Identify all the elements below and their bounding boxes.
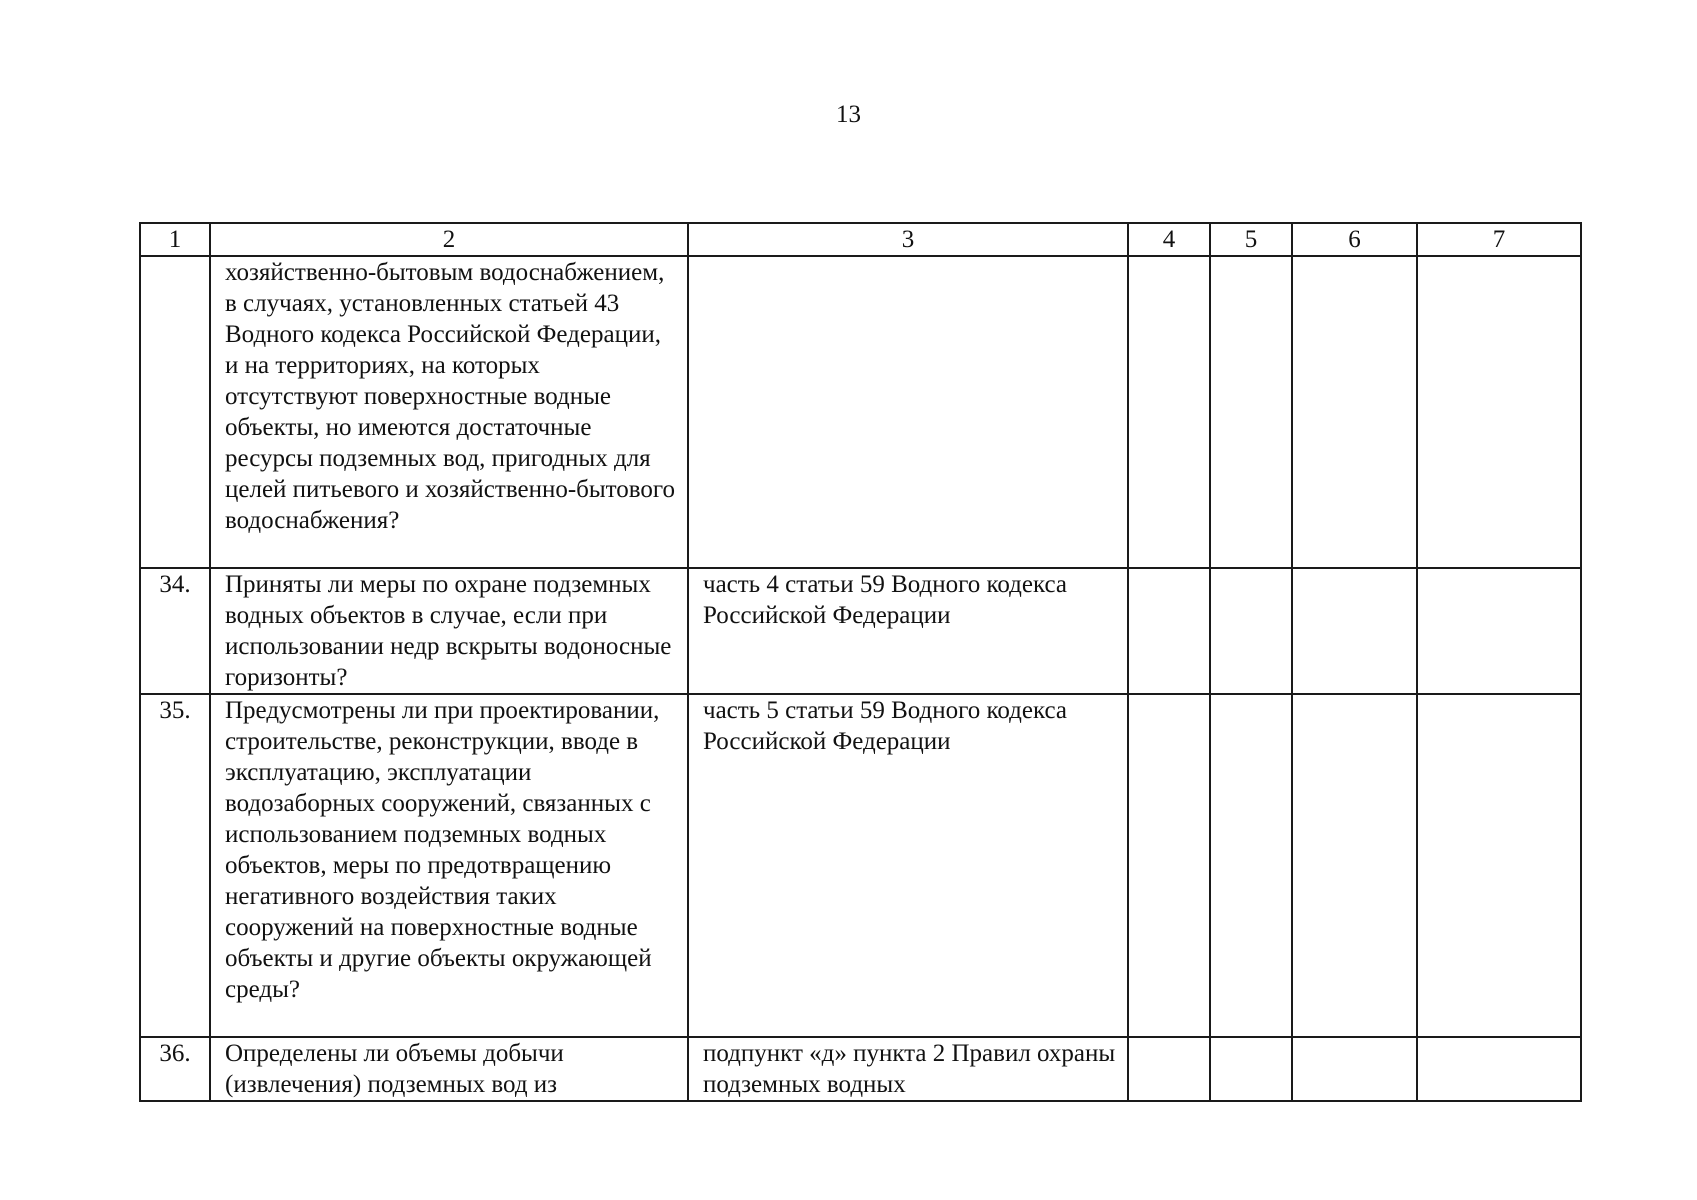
column-header-4: 4: [1128, 223, 1210, 256]
legal-reference: часть 4 статьи 59 Водного кодекса Российской Федерации: [688, 568, 1128, 694]
requirement-question: Предусмотрены ли при проектировании, строительстве, реконструкции, вводе в эксплуатацию, эксплуатации водозаборных сооружений, связанных с использованием подземных водных объектов, меры по предотвращению негативного воздействия таких сооружений на поверхностные водные объекты и другие объекты окружающей среды?: [210, 694, 688, 1037]
page-number: 13: [836, 101, 861, 128]
requirement-question: Приняты ли меры по охране подземных водных объектов в случае, если при использовании недр вскрыты водоносные горизонты?: [210, 568, 688, 694]
table-header-row: [140, 223, 1581, 256]
answer-cell-7: [1417, 694, 1581, 1037]
row-number: [140, 256, 210, 568]
answer-cell-5: [1210, 568, 1292, 694]
column-header-1: 1: [140, 223, 210, 256]
answer-cell-5: [1210, 256, 1292, 568]
legal-reference: подпункт «д» пункта 2 Правил охраны подземных водных: [688, 1037, 1128, 1101]
column-header-3: 3: [688, 223, 1128, 256]
column-header-2: 2: [210, 223, 688, 256]
answer-cell-4: [1128, 568, 1210, 694]
column-header-6: 6: [1292, 223, 1417, 256]
answer-cell-6: [1292, 1037, 1417, 1101]
answer-cell-5: [1210, 694, 1292, 1037]
table-row: [140, 1037, 1581, 1101]
row-number: 34.: [140, 568, 210, 694]
checklist-table: [139, 222, 1582, 1102]
answer-cell-4: [1128, 1037, 1210, 1101]
answer-cell-6: [1292, 694, 1417, 1037]
row-number: 36.: [140, 1037, 210, 1101]
legal-reference: часть 5 статьи 59 Водного кодекса Российской Федерации: [688, 694, 1128, 1037]
answer-cell-7: [1417, 1037, 1581, 1101]
answer-cell-7: [1417, 568, 1581, 694]
answer-cell-4: [1128, 256, 1210, 568]
answer-cell-4: [1128, 694, 1210, 1037]
legal-reference: [688, 256, 1128, 568]
table-row: [140, 568, 1581, 694]
column-header-5: 5: [1210, 223, 1292, 256]
answer-cell-7: [1417, 256, 1581, 568]
answer-cell-6: [1292, 568, 1417, 694]
table-row: [140, 694, 1581, 1037]
column-header-7: 7: [1417, 223, 1581, 256]
row-number: 35.: [140, 694, 210, 1037]
answer-cell-5: [1210, 1037, 1292, 1101]
table-row: [140, 256, 1581, 568]
requirement-question: хозяйственно-бытовым водоснабжением, в случаях, установленных статьей 43 Водного кодекса Российской Федерации, и на территориях, на которых отсутствуют поверхностные водные объекты, но имеются достаточные ресурсы подземных вод, пригодных для целей питьевого и хозяйственно-бытового водоснабжения?: [210, 256, 688, 568]
answer-cell-6: [1292, 256, 1417, 568]
requirement-question: Определены ли объемы добычи (извлечения) подземных вод из: [210, 1037, 688, 1101]
